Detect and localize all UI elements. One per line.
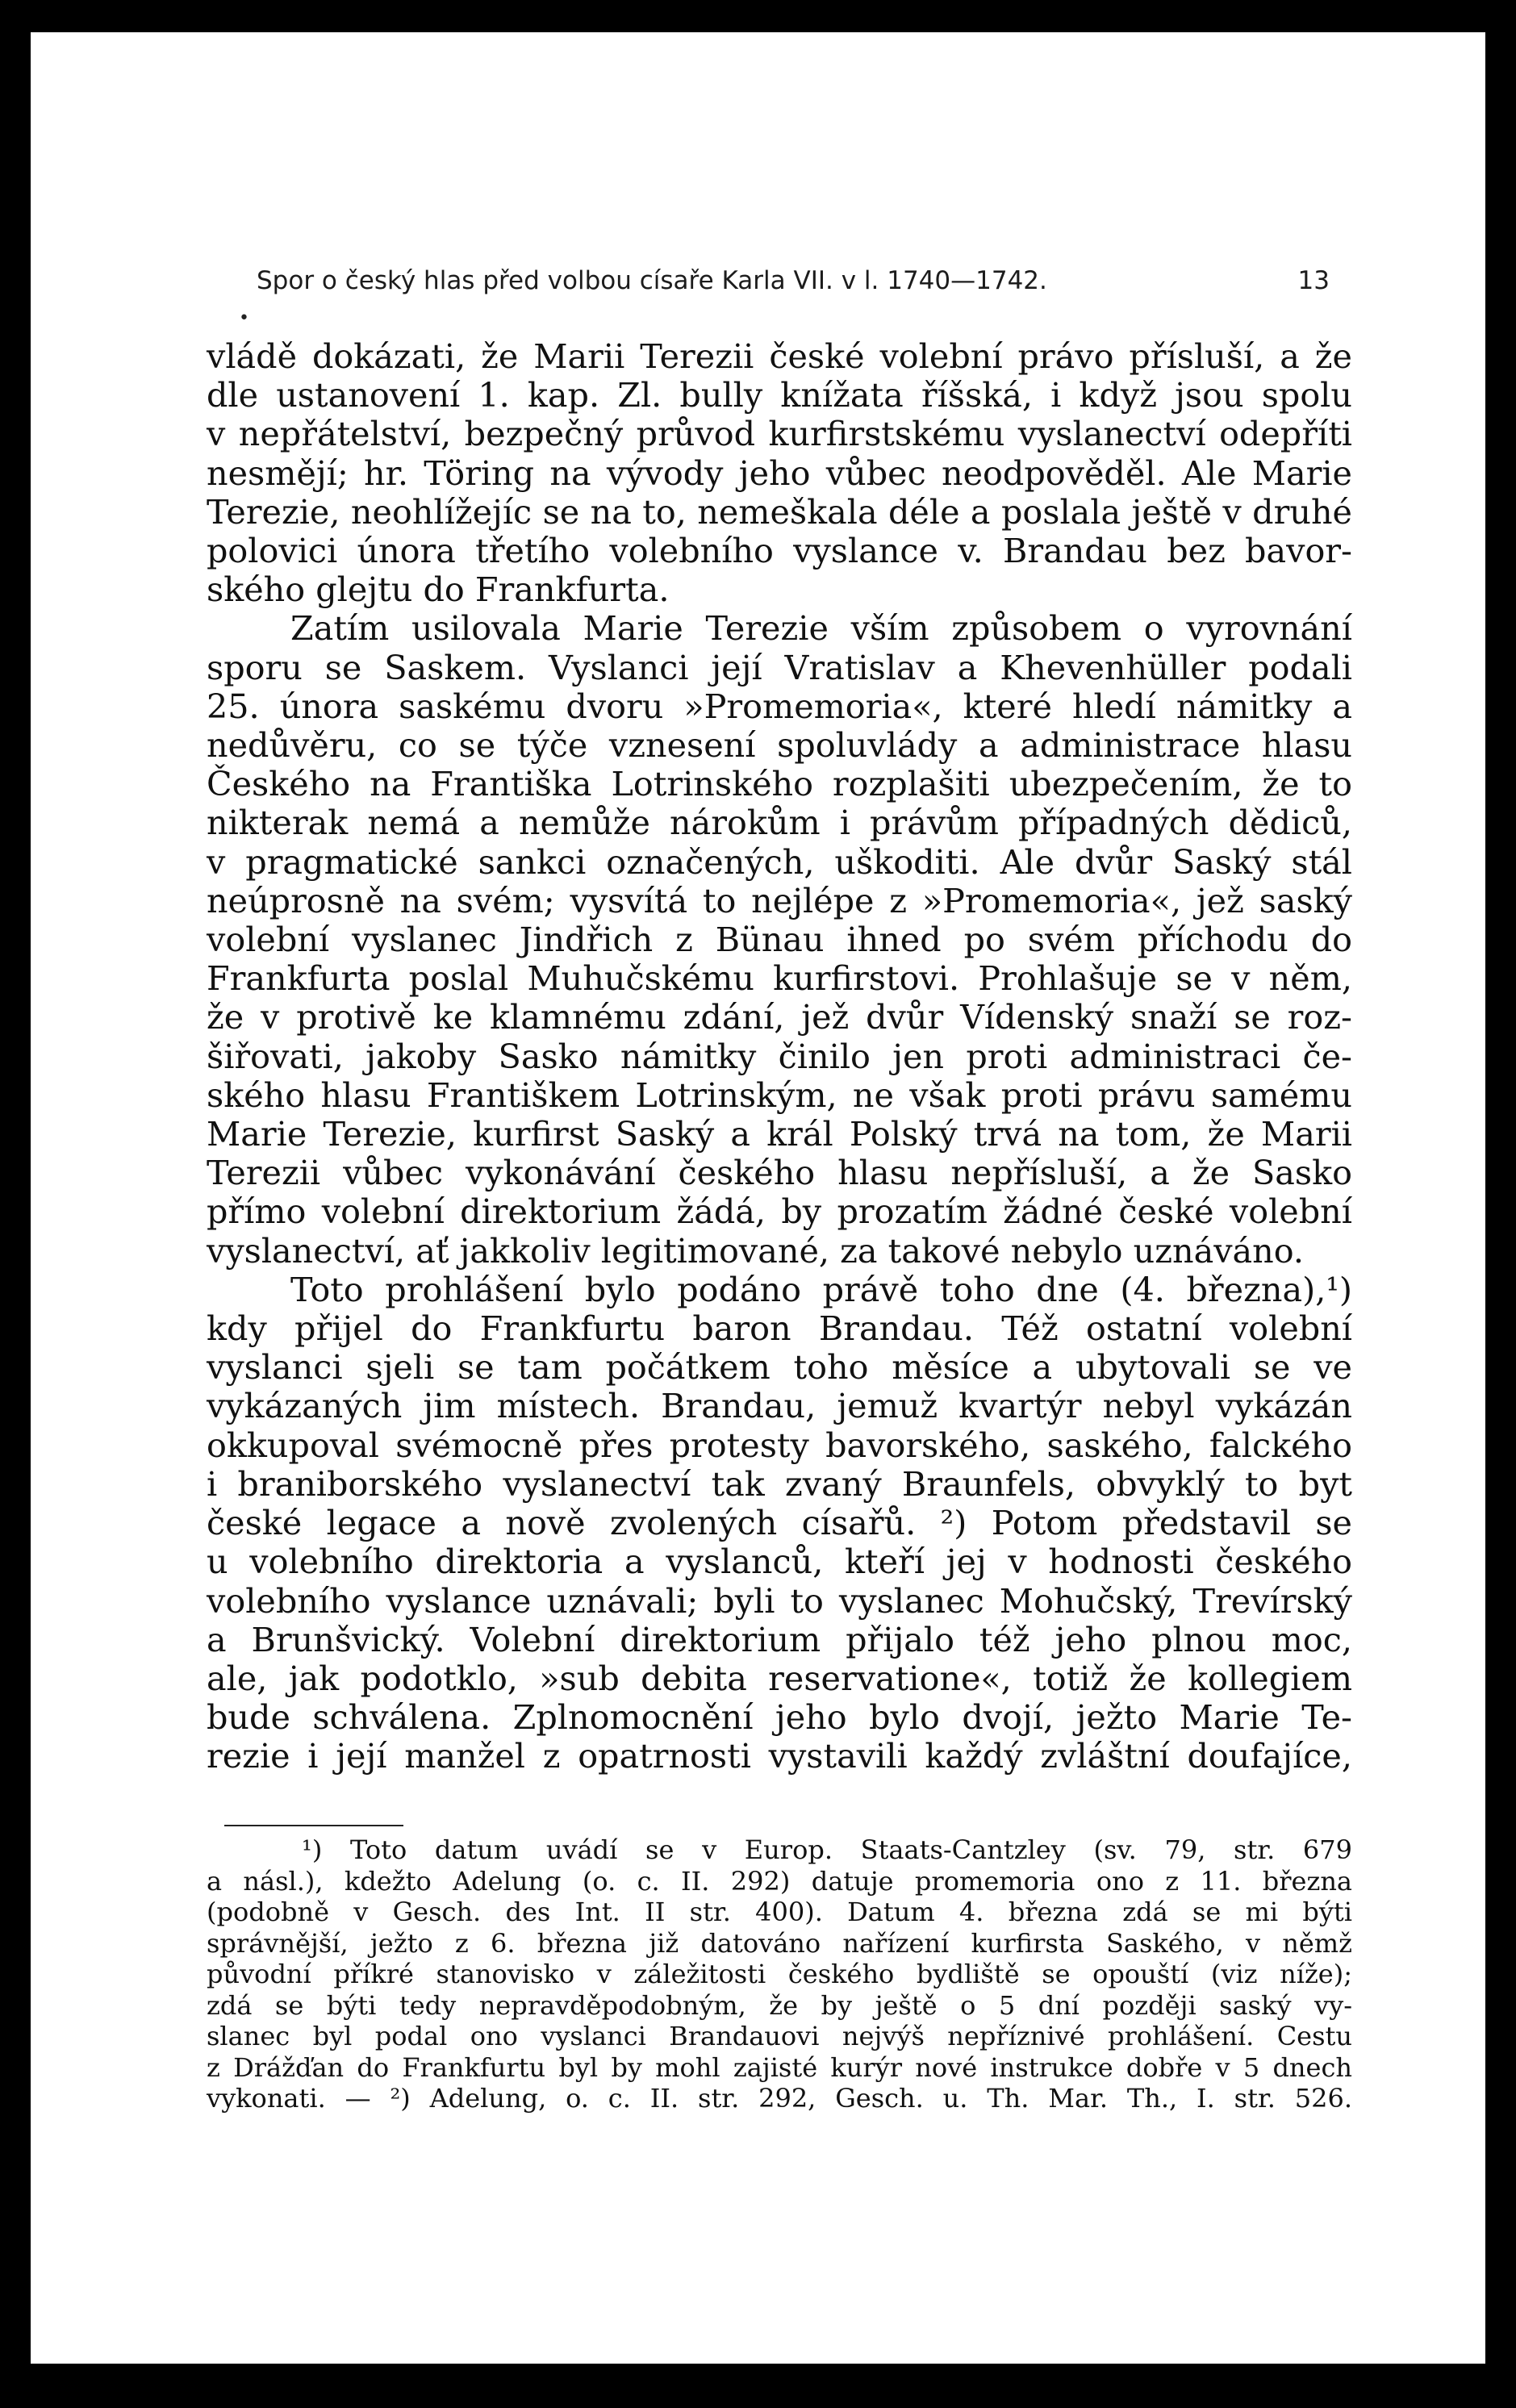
text-line: a Brunšvický. Volební direktorium přijalo též jeho plnou moc,: [207, 1620, 1352, 1659]
text-line: sporu se Saskem. Vyslanci její Vratislav a Khevenhüller podali: [207, 648, 1352, 687]
text-line: volební vyslanec Jindřich z Bünau ihned po svém příchodu do: [207, 920, 1352, 960]
text-line: vyslanectví, ať jakkoliv legitimované, za takové nebylo uznáváno.: [207, 1231, 1305, 1271]
footnote-line: vykonati. — ²) Adelung, o. c. II. str. 292, Gesch. u. Th. Mar. Th., I. str. 526.: [207, 2083, 1352, 2114]
text-line: české legace a nově zvolených císařů. ²) Potom představil se: [207, 1504, 1352, 1543]
text-line: že v protivě ke klamnému zdání, jež dvůr Vídenský snaží se roz-: [207, 998, 1352, 1037]
text-line: dle ustanovení 1. kap. Zl. bully knížata říšská, i když jsou spolu: [207, 376, 1352, 415]
running-head-title: Spor o český hlas před volbou císaře Karla VII. v l. 1740—1742.: [257, 266, 1047, 295]
text-line: u volebního direktoria a vyslanců, kteří jej v hodnosti českého: [207, 1542, 1352, 1582]
text-line: Terezie, neohlížejíc se na to, nemeškala déle a poslala ještě v druhé: [207, 492, 1352, 532]
text-line: ale, jak podotklo, »sub debita reservatione«, totiž že kollegiem: [207, 1659, 1352, 1698]
text-line: kdy přijel do Frankfurtu baron Brandau. Též ostatní volební: [207, 1309, 1352, 1349]
text-line: volebního vyslance uznávali; byli to vyslanec Mohučský, Trevírský: [207, 1581, 1352, 1621]
footnote-line: slanec byl podal ono vyslanci Brandauovi nejvýš nepříznivé prohlášení. Cestu: [207, 2021, 1352, 2051]
footnote-line: z Drážďan do Frankfurtu byl by mohl zajisté kurýr nové instrukce dobře v 5 dnech: [207, 2051, 1352, 2083]
text-line: 25. února saskému dvoru »Promemoria«, které hledí námitky a: [207, 687, 1352, 726]
footnote-line: ¹) Toto datum uvádí se v Europ. Staats-Cantzley (sv. 79, str. 679: [302, 1834, 1352, 1865]
text-line: Terezii vůbec vykonávání českého hlasu nepřísluší, a že Sasko: [207, 1154, 1352, 1193]
text-line: nedůvěru, co se týče vznesení spoluvlády a administrace hlasu: [207, 726, 1352, 766]
text-line: vykázaných jim místech. Brandau, jemuž kvartýr nebyl vykázán: [207, 1387, 1352, 1426]
text-line: vyslanci sjeli se tam počátkem toho měsíce a ubytovali se ve: [207, 1348, 1352, 1388]
footnote-line: správnější, ježto z 6. března již datováno nařízení kurfirsta Saského, v němž: [207, 1927, 1352, 1959]
text-line: Českého na Františka Lotrinského rozplašiti ubezpečením, že to: [207, 765, 1352, 804]
footnote-divider: [224, 1825, 403, 1826]
page-number: 13: [1297, 266, 1330, 295]
text-line: i braniborského vyslanectví tak zvaný Braunfels, obvyklý to byt: [207, 1464, 1352, 1504]
text-line: Toto prohlášení bylo podáno právě toho dne (4. března),¹): [290, 1270, 1352, 1309]
text-line: rezie i její manžel z opatrnosti vystavili každý zvláštní doufajíce,: [207, 1737, 1352, 1776]
footnote-line: původní příkré stanovisko v záležitosti českého bydliště se opouští (viz níže);: [207, 1959, 1352, 1989]
text-line: Marie Terezie, kurfirst Saský a král Polský trvá na tom, že Marii: [207, 1115, 1352, 1154]
text-line: nikterak nemá a nemůže nárokům i právům případných dědiců,: [207, 803, 1352, 843]
footnote-line: (podobně v Gesch. des Int. II str. 400). Datum 4. března zdá se mi býti: [207, 1897, 1352, 1927]
book-page: [31, 32, 1485, 2364]
text-line: neúprosně na svém; vysvítá to nejlépe z »Promemoria«, jež saský: [207, 881, 1352, 920]
text-line: vládě dokázati, že Marii Terezii české volební právo přísluší, a že: [207, 337, 1352, 376]
footnotes: [207, 1834, 1352, 2114]
footnote-line: zdá se býti tedy nepravděpodobným, že by ještě o 5 dní později saský vy-: [207, 1989, 1352, 2021]
text-line: ského glejtu do Frankfurta.: [207, 570, 670, 610]
text-line: nesmějí; hr. Töring na vývody jeho vůbec neodpověděl. Ale Marie: [207, 453, 1352, 493]
main-text: [207, 337, 1352, 1776]
text-line: přímo volební direktorium žádá, by prozatím žádné české volební: [207, 1192, 1352, 1232]
text-line: šiřovati, jakoby Sasko námitky činilo jen proti administraci če-: [207, 1037, 1352, 1076]
text-line: Zatím usilovala Marie Terezie vším způsobem o vyrovnání: [290, 609, 1352, 649]
text-line: v pragmatické sankci označených, uškoditi. Ale dvůr Saský stál: [207, 842, 1352, 882]
text-line: okkupoval svémocně přes protesty bavorského, saského, falckého: [207, 1425, 1352, 1465]
text-line: Frankfurta poslal Muhučskému kurfirstovi. Prohlašuje se v něm,: [207, 959, 1352, 999]
text-line: bude schválena. Zplnomocnění jeho bylo dvojí, ježto Marie Te-: [207, 1698, 1352, 1738]
printer-mark: •: [239, 308, 249, 328]
running-head: [257, 266, 1330, 295]
text-line: polovici února třetího volebního vyslance v. Brandau bez bavor-: [207, 532, 1352, 571]
footnote-line: a násl.), kdežto Adelung (o. c. II. 292) datuje promemoria ono z 11. března: [207, 1865, 1352, 1897]
text-line: ského hlasu Františkem Lotrinským, ne však proti právu samému: [207, 1075, 1352, 1115]
text-line: v nepřátelství, bezpečný průvod kurfirstskému vyslanectví odepříti: [207, 415, 1352, 454]
